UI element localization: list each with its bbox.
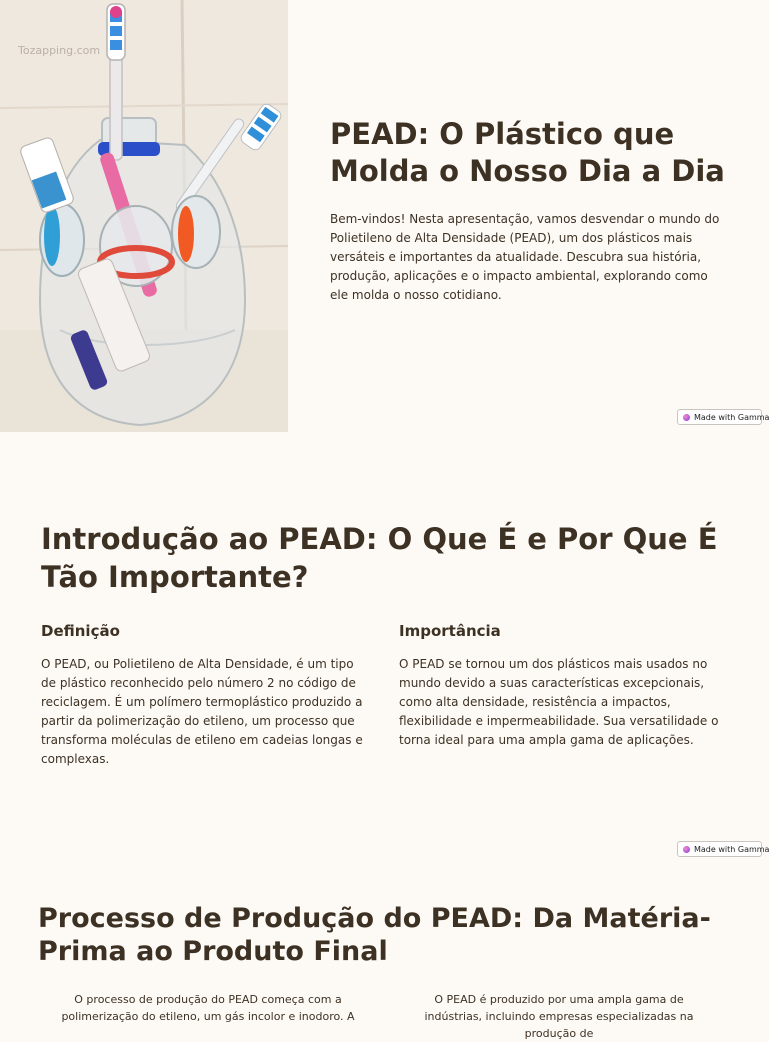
toothbrush-holder-photo: [0, 0, 288, 432]
intro-paragraph: Bem-vindos! Nesta apresentação, vamos desvendar o mundo do Polietileno de Alta Densidade (PEAD), um dos plásticos mais versáteis e importantes da atualidade. Descubra sua história, produção, aplicações e o impacto ambiental, explorando como ele molda o nosso cotidiano.: [330, 212, 720, 302]
toothbrush-holder-illustration: [0, 0, 288, 432]
gamma-logo-icon: [683, 846, 690, 853]
page-title: PEAD: O Plástico que Molda o Nosso Dia a Dia: [330, 117, 725, 188]
introduction-slide: [0, 432, 768, 866]
definition-heading: Definição: [41, 622, 120, 640]
gamma-logo-icon: [683, 414, 690, 421]
made-with-gamma-badge[interactable]: [677, 841, 769, 857]
image-watermark: Tozapping.com: [18, 44, 101, 57]
production-text: O processo de produção do PEAD começa com a polimerização do etileno, um gás incolor e inodoro. A: [61, 993, 355, 1023]
importance-heading: Importância: [399, 622, 501, 640]
badge-label: Made with Gamma: [694, 845, 769, 854]
title-slide: [0, 0, 768, 432]
made-with-gamma-badge[interactable]: [677, 409, 769, 425]
badge-label: Made with Gamma: [694, 413, 769, 422]
importance-text: O PEAD se tornou um dos plásticos mais usados no mundo devido a suas características excepcionais, como alta densidade, resistência a impactos, flexibilidade e impermeabilidade. Sua versatilidade o torna ideal para uma ampla gama de aplicações.: [399, 657, 719, 747]
industries-text: O PEAD é produzido por uma ampla gama de indústrias, incluindo empresas especializadas na produção de: [424, 993, 694, 1040]
section-title: Processo de Produção do PEAD: Da Matéria-Prima ao Produto Final: [38, 903, 711, 967]
section-title: Introdução ao PEAD: O Que É e Por Que É Tão Importante?: [41, 522, 718, 594]
definition-text: O PEAD, ou Polietileno de Alta Densidade, é um tipo de plástico reconhecido pelo número 2 no código de reciclagem. É um polímero termoplástico produzido a partir da polimerização do etileno, um processo que transforma moléculas de etileno em cadeias longas e complexas.: [41, 657, 363, 766]
production-slide: [0, 866, 768, 1040]
